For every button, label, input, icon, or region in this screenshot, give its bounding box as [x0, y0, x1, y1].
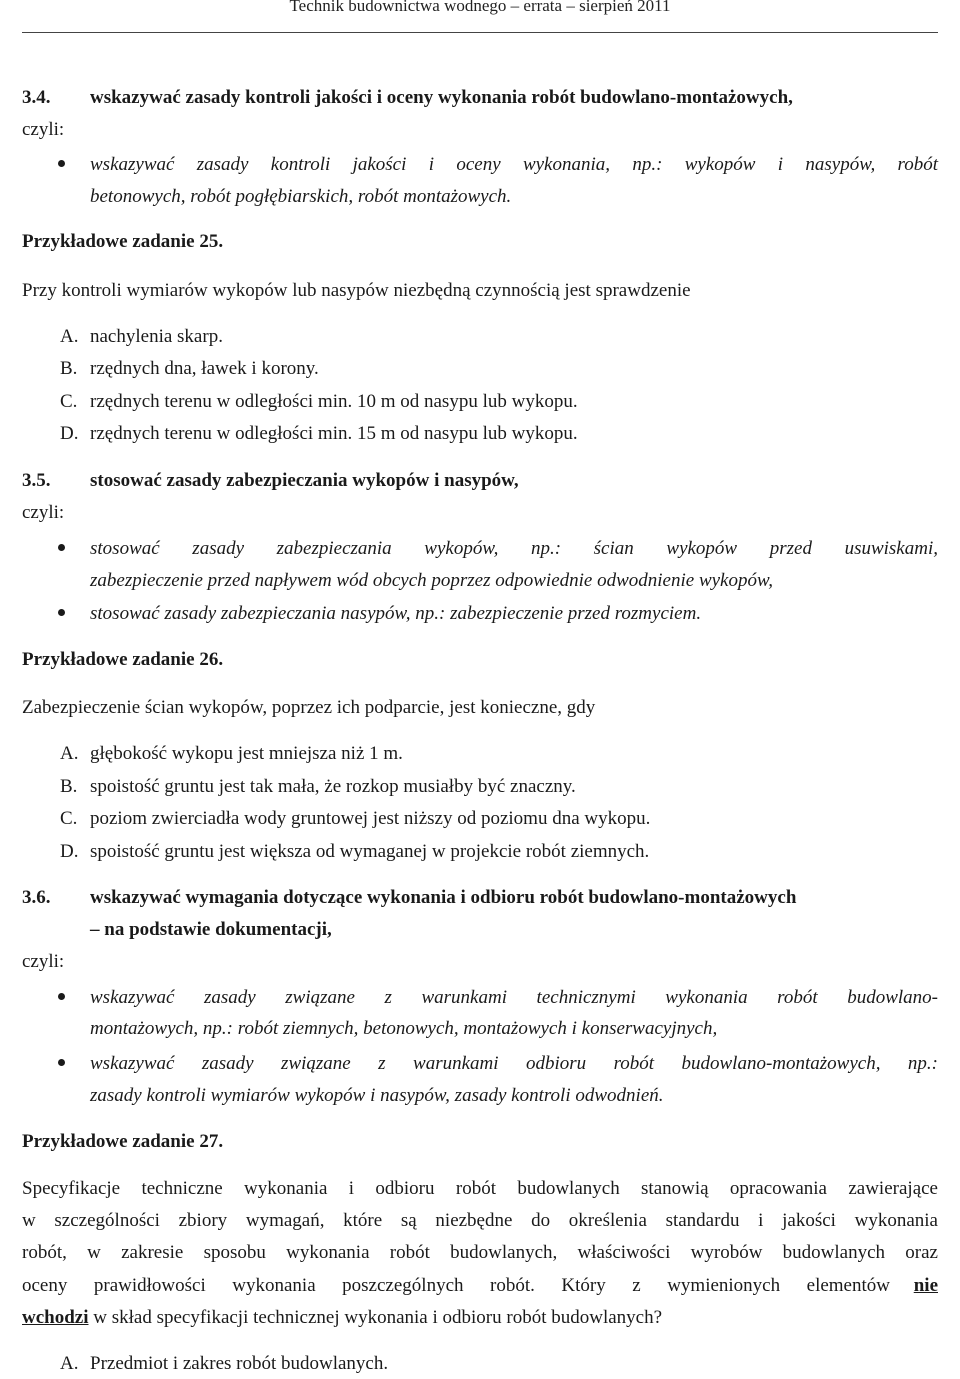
bullet-text: montażowych, np.: robót ziemnych, betonowych, montażowych i konserwacyjnych, [90, 1018, 718, 1039]
emphasis-included: wchodzi [22, 1307, 89, 1328]
bullet-icon [58, 1059, 65, 1066]
bullet-icon [58, 609, 65, 616]
task-question-text: w skład specyfikacji technicznej wykonania i odbioru robót budowlanych? [88, 1307, 663, 1328]
bullet-text: stosować zasady zabezpieczania nasypów, np.: zabezpieczenie przed rozmyciem. [90, 603, 702, 624]
task-question-line: Specyfikacje techniczne wykonania i odbioru robót budowlanych stanowią opracowania zawierające [22, 1178, 938, 1199]
section-title: – na podstawie dokumentacji, [90, 919, 332, 940]
section-number: 3.4. [22, 87, 51, 108]
task-question-text: oceny prawidłowości wykonania poszczególnych robót. Który z wymienionych elementów [22, 1275, 890, 1296]
section-title: wskazywać zasady kontroli jakości i oceny wykonania robót budowlano-montażowych, [90, 87, 793, 108]
bullet-text: wskazywać zasady związane z warunkami odbioru robót budowlano-montażowych, np.: [90, 1053, 938, 1074]
emphasis-not: nie [913, 1275, 938, 1296]
task-question-line: w szczególności zbiory wymagań, które są niezbędne do określenia standardu i jakości wykonania [22, 1210, 938, 1231]
czyli-label: czyli: [22, 119, 65, 140]
option-letter: D. [60, 423, 79, 444]
bullet-icon [58, 993, 65, 1000]
bullet-icon [58, 160, 65, 167]
task-title: Przykładowe zadanie 25. [22, 231, 224, 252]
section-title: stosować zasady zabezpieczania wykopów i nasypów, [90, 470, 519, 491]
bullet-text: wskazywać zasady związane z warunkami technicznymi wykonania robót budowlano- [90, 987, 938, 1008]
option-text: rzędnych terenu w odległości min. 15 m od nasypu lub wykopu. [90, 423, 578, 444]
task-title: Przykładowe zadanie 26. [22, 649, 224, 670]
option-letter: D. [60, 841, 79, 862]
czyli-label: czyli: [22, 951, 65, 972]
page-header: Technik budownictwa wodnego – errata – sierpień 2011 [289, 0, 671, 15]
bullet-text: zasady kontroli wymiarów wykopów i nasypów, zasady kontroli odwodnień. [90, 1085, 664, 1106]
option-letter: B. [60, 358, 78, 379]
task-question-line: robót, w zakresie sposobu wykonania robót budowlanych, właściwości wyrobów budowlanych oraz [22, 1242, 938, 1263]
option-letter: A. [60, 1353, 79, 1374]
option-letter: B. [60, 776, 78, 797]
bullet-text: stosować zasady zabezpieczania wykopów, np.: ścian wykopów przed usuwiskami, [90, 538, 938, 559]
task-question: Przy kontroli wymiarów wykopów lub nasypów niezbędną czynnością jest sprawdzenie [22, 280, 691, 301]
option-letter: C. [60, 808, 78, 829]
option-letter: C. [60, 391, 78, 412]
bullet-text: betonowych, robót pogłębiarskich, robót montażowych. [90, 186, 512, 207]
task-question-line [22, 1306, 662, 1330]
option-text: spoistość gruntu jest większa od wymaganej w projekcie robót ziemnych. [90, 841, 650, 862]
section-title: wskazywać wymagania dotyczące wykonania i odbioru robót budowlano-montażowych [90, 887, 797, 908]
option-text: nachylenia skarp. [90, 326, 223, 347]
option-letter: A. [60, 326, 79, 347]
option-text: głębokość wykopu jest mniejsza niż 1 m. [90, 743, 403, 764]
header-rule [22, 32, 938, 33]
section-number: 3.5. [22, 470, 51, 491]
task-question: Zabezpieczenie ścian wykopów, poprzez ich podparcie, jest konieczne, gdy [22, 697, 596, 718]
bullet-icon [58, 544, 65, 551]
option-text: spoistość gruntu jest tak mała, że rozkop musiałby być znaczny. [90, 776, 576, 797]
option-letter: A. [60, 743, 79, 764]
bullet-text: wskazywać zasady kontroli jakości i oceny wykonania, np.: wykopów i nasypów, robót [90, 154, 938, 175]
task-question-line [22, 1274, 938, 1298]
option-text: poziom zwierciadła wody gruntowej jest niższy od poziomu dna wykopu. [90, 808, 651, 829]
czyli-label: czyli: [22, 502, 65, 523]
option-text: rzędnych dna, ławek i korony. [90, 358, 319, 379]
task-title: Przykładowe zadanie 27. [22, 1131, 224, 1152]
option-text: Przedmiot i zakres robót budowlanych. [90, 1353, 389, 1374]
section-number: 3.6. [22, 887, 51, 908]
option-text: rzędnych terenu w odległości min. 10 m od nasypu lub wykopu. [90, 391, 578, 412]
bullet-text: zabezpieczenie przed napływem wód obcych poprzez odpowiednie odwodnienie wykopów, [90, 570, 773, 591]
